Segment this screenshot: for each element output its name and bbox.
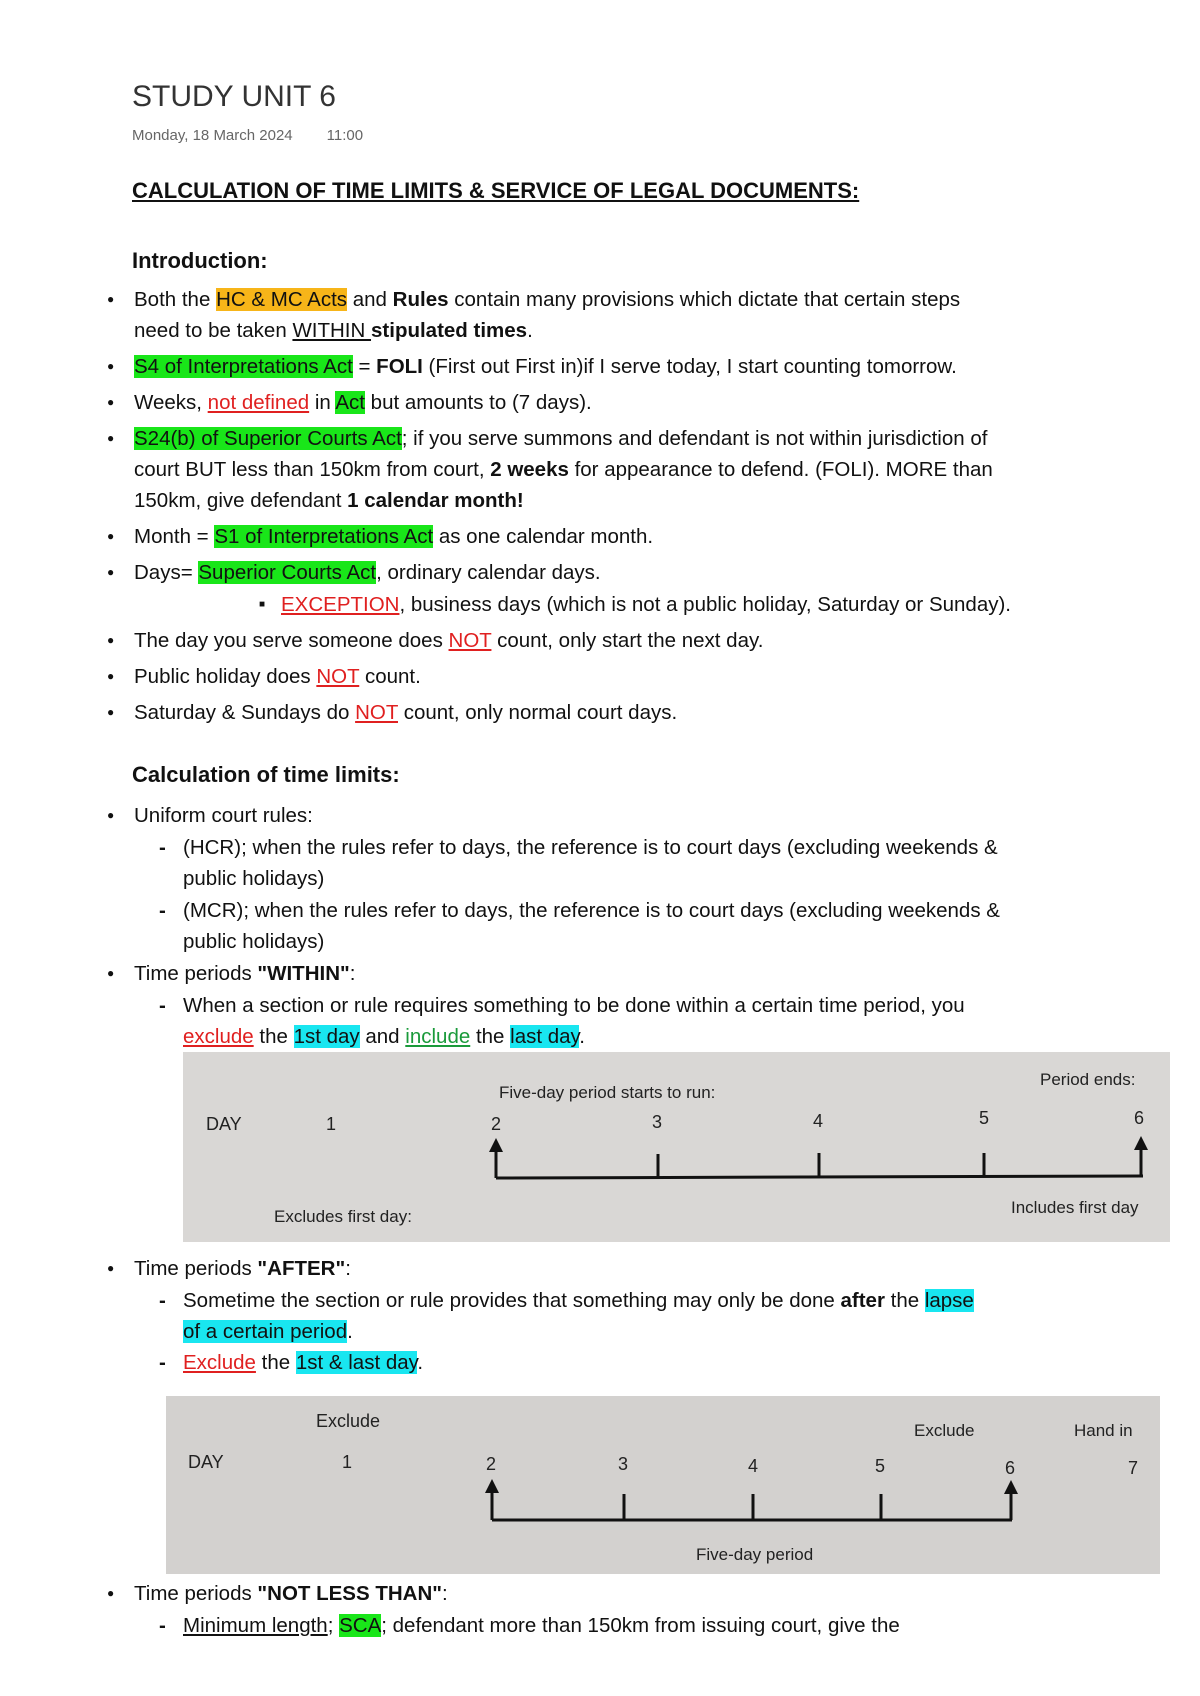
calc-bullet-4 <box>134 1578 448 1609</box>
section-heading: CALCULATION OF TIME LIMITS & SERVICE OF LEGAL DOCUMENTS: <box>132 178 860 203</box>
left-bottom-label: Excludes first day: <box>274 1207 412 1226</box>
text: . <box>417 1351 424 1374</box>
calc-dash-4 <box>183 1285 974 1316</box>
intro-bullet-4 <box>134 423 987 454</box>
intro-bullet-1 <box>134 284 960 315</box>
highlight: 1st & last day <box>295 1351 418 1374</box>
page-title: STUDY UNIT 6 <box>132 80 336 113</box>
text: count, only normal court days. <box>398 701 678 724</box>
calc-dash-2-cont: public holidays) <box>183 930 325 953</box>
text: NOT <box>355 701 398 724</box>
calc-dash-6 <box>183 1610 900 1641</box>
text: as one calendar month. <box>433 525 654 548</box>
text: in <box>309 391 336 414</box>
text: ; defendant more than 150km from issuing court, give the <box>381 1614 900 1637</box>
text: : <box>345 1257 351 1280</box>
text: WITHIN <box>292 319 372 342</box>
text: 2 weeks <box>490 458 569 481</box>
text: . <box>347 1320 353 1343</box>
text: Saturday & Sundays do <box>134 701 356 724</box>
day-3: 3 <box>618 1454 629 1474</box>
calc-bullet-1: ● Uniform court rules: <box>134 800 313 831</box>
text: for appearance to defend. (FOLI). MORE than <box>568 458 993 481</box>
text: Time periods <box>134 962 258 985</box>
exclude-right-label: Exclude <box>914 1421 975 1440</box>
text: court BUT less than 150km from court, <box>134 458 491 481</box>
day-5: 5 <box>875 1456 886 1476</box>
text: need to be taken <box>134 319 293 342</box>
day-7: 7 <box>1128 1458 1139 1478</box>
text: 150km, give defendant <box>134 489 348 512</box>
intro-bullet-9 <box>134 697 677 728</box>
text: Both the <box>134 288 217 311</box>
calc-dash-1: - (HCR); when the rules refer to days, the reference is to court days (excluding weekends & <box>183 832 998 863</box>
highlight: 1st day <box>293 1025 360 1048</box>
highlight: Superior Courts Act <box>198 561 377 584</box>
intro-sub-bullet <box>281 589 1011 620</box>
text: Month = <box>134 525 215 548</box>
text: Time periods <box>134 1582 258 1605</box>
text: after <box>840 1289 885 1312</box>
text: The day you serve someone does <box>134 629 449 652</box>
intro-bullet-6 <box>134 557 601 588</box>
day-label: DAY <box>206 1114 242 1134</box>
hand-in-label: Hand in <box>1074 1421 1133 1440</box>
day-2: 2 <box>491 1114 502 1134</box>
text: "NOT LESS THAN" <box>257 1582 443 1605</box>
text: FOLI <box>376 355 423 378</box>
intro-bullet-5 <box>134 521 653 552</box>
text: "AFTER" <box>257 1257 346 1280</box>
highlight: of a certain period <box>183 1320 348 1343</box>
day-6: 6 <box>1005 1458 1016 1478</box>
day-5: 5 <box>979 1108 990 1128</box>
calc-bullet-2 <box>134 958 355 989</box>
end-label: Period ends: <box>1040 1070 1136 1089</box>
text: NOT <box>316 665 360 688</box>
intro-bullet-8 <box>134 661 421 692</box>
text: ; if you serve summons and defendant is not within jurisdiction of <box>401 427 988 450</box>
text: EXCEPTION <box>281 593 400 616</box>
calc-heading: Calculation of time limits: <box>132 762 400 787</box>
text: Days= <box>134 561 199 584</box>
day-3: 3 <box>652 1112 663 1132</box>
calc-dash-1-cont: public holidays) <box>183 867 325 890</box>
text: stipulated times <box>371 319 528 342</box>
text: . <box>579 1025 585 1048</box>
period-label: Five-day period <box>696 1545 814 1564</box>
text: count, only start the next day. <box>491 629 764 652</box>
page-time: 11:00 <box>326 127 364 144</box>
highlight: HC & MC Acts <box>216 288 348 311</box>
text: . <box>527 319 533 342</box>
day-2: 2 <box>486 1454 497 1474</box>
text: NOT <box>448 629 492 652</box>
calc-dash-3: - When a section or rule requires something to be done within a certain time period, you <box>183 990 965 1021</box>
text: , business days (which is not a public holiday, Saturday or Sunday). <box>399 593 1011 616</box>
text: : <box>349 962 356 985</box>
intro-heading: Introduction: <box>132 248 268 273</box>
top-label: Five-day period starts to run: <box>499 1083 716 1102</box>
day-6: 6 <box>1134 1108 1145 1128</box>
within-timeline-diagram <box>183 1052 1170 1242</box>
text: count. <box>359 665 421 688</box>
text: (First out First in)if I serve today, I start counting tomorrow. <box>422 355 957 378</box>
text: the <box>255 1351 296 1374</box>
intro-bullet-2 <box>134 351 957 382</box>
intro-bullet-3 <box>134 387 592 418</box>
text: Exclude <box>183 1351 256 1374</box>
text: include <box>405 1025 471 1048</box>
highlight: last day <box>510 1025 580 1048</box>
text: exclude <box>183 1025 254 1048</box>
page-date: Monday, 18 March 2024 <box>132 127 293 144</box>
highlight: S4 of Interpretations Act <box>134 355 353 378</box>
text: contain many provisions which dictate that certain steps <box>448 288 961 311</box>
day-1: 1 <box>342 1452 353 1472</box>
calc-bullet-3 <box>134 1253 351 1284</box>
highlight: Act <box>335 391 365 414</box>
exclude-left-label: Exclude <box>316 1411 381 1431</box>
text: Public holiday does <box>134 665 317 688</box>
after-timeline-diagram <box>166 1396 1160 1574</box>
text: the <box>470 1025 511 1048</box>
text: Time periods <box>134 1257 258 1280</box>
text: ; <box>327 1614 340 1637</box>
right-bottom-label: Includes first day <box>1011 1198 1139 1217</box>
highlight: S24(b) of Superior Courts Act <box>134 427 402 450</box>
calc-dash-5 <box>183 1347 423 1378</box>
text: Weeks, <box>134 391 208 414</box>
text: the <box>253 1025 294 1048</box>
text: and <box>359 1025 406 1048</box>
highlight: S1 of Interpretations Act <box>214 525 434 548</box>
text: not defined <box>207 391 310 414</box>
intro-bullet-4-cont <box>134 454 993 485</box>
text: Rules <box>392 288 449 311</box>
calc-dash-4-cont <box>183 1316 353 1347</box>
text: "WITHIN" <box>257 962 350 985</box>
calc-dash-3-cont <box>183 1021 585 1052</box>
highlight: SCA <box>339 1614 382 1637</box>
text: and <box>347 288 393 311</box>
text: , ordinary calendar days. <box>376 561 601 584</box>
text: : <box>442 1582 448 1605</box>
text: but amounts to (7 days). <box>364 391 592 414</box>
text: Minimum length <box>183 1614 328 1637</box>
text: = <box>352 355 377 378</box>
page-datetime <box>132 127 397 144</box>
intro-bullet-4-cont2 <box>134 485 524 516</box>
day-label: DAY <box>188 1452 224 1472</box>
text: Sometime the section or rule provides that something may only be done <box>183 1289 841 1312</box>
intro-bullet-1-cont <box>134 315 533 346</box>
day-4: 4 <box>813 1111 824 1131</box>
highlight: lapse <box>924 1289 974 1312</box>
day-1: 1 <box>326 1114 337 1134</box>
intro-bullet-7 <box>134 625 763 656</box>
text: the <box>884 1289 925 1312</box>
calc-dash-2: - (MCR); when the rules refer to days, the reference is to court days (excluding weekends & <box>183 895 1000 926</box>
text: 1 calendar month! <box>347 489 524 512</box>
day-4: 4 <box>748 1456 759 1476</box>
